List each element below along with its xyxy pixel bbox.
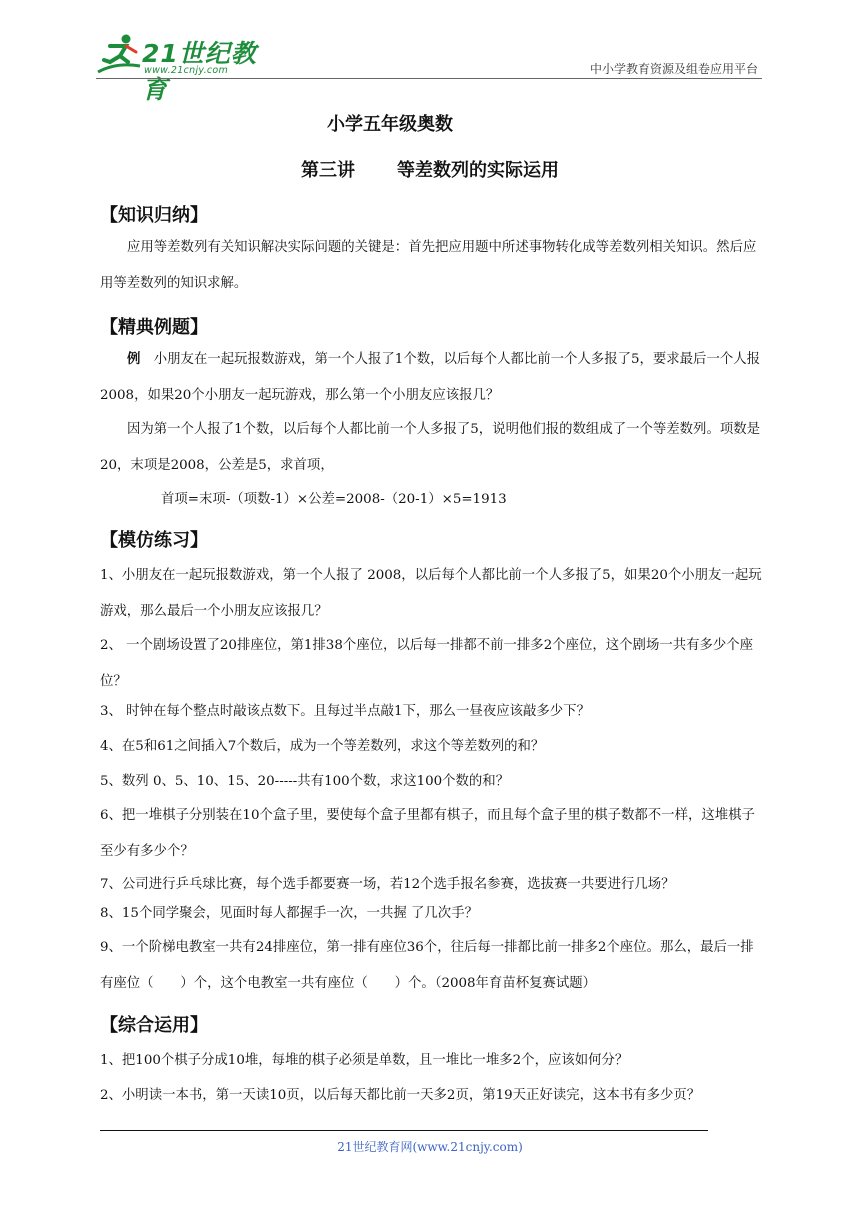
practice-item-2: 2、 一个剧场设置了20排座位，第1排38个座位，以后每一排都不前一排多2个座位，这个剧场一共有多少个座位？ [100,638,754,689]
knowledge-text: 应用等差数列有关知识解决实际问题的关键是：首先把应用题中所述事物转化成等差数列相关知识。然后应用等差数列的知识求解。 [100,240,757,291]
section-heading-comprehensive: 【综合运用】 [100,1015,208,1036]
example-label: 例 [127,352,141,367]
platform-label: 中小学教育资源及组卷应用平台 [589,62,758,76]
logo-title: 21世纪教育 [142,39,257,104]
example-question [100,342,762,414]
example-solution: 因为第一个人报了1个数，以后每个人都比前一个人多报了5，说明他们报的数组成了一个等差数列。项数是20，末项是2008，公差是5，求首项， [100,422,761,473]
comprehensive-item-2: 2、小明读一本书，第一天读10页，以后每天都比前一天多2页，第19天正好读完，这本书有多少页？ [100,1088,701,1103]
practice-item-3: 3、 时钟在每个整点时敲该点数下。且每过半点敲1下，那么一昼夜应该敲多少下？ [100,704,590,719]
page-title: 小学五年级奥数 [327,114,453,135]
practice-item-7: 7、公司进行乒乓球比赛，每个选手都要赛一场，若12个选手报名参赛，选拔赛一共要进行几场？ [100,877,675,892]
footer-text: 21世纪教育网(www.21cnjy.com) [337,1140,523,1154]
practice-item-9: 9、一个阶梯电教室一共有24排座位，第一排有座位36个，往后每一排都比前一排多2个座位。那么，最后一排有座位（ ）个，这个电教室一共有座位（ ）个。（2008年育苗杯复赛试题） [100,940,754,991]
practice-item-5: 5、数列 0、5、10、15、20-----共有100个数，求这100个数的和？ [100,774,510,789]
page-header [96,30,762,104]
lesson-name: 等差数列的实际运用 [397,160,559,181]
runner-logo-icon [96,32,144,78]
example-formula: 首项=末项-（项数-1）×公差=2008-（20-1）×5=1913 [161,492,507,507]
lesson-number: 第三讲 [301,160,355,181]
practice-item-6: 6、把一堆棋子分别装在10个盒子里，要使每个盒子里都有棋子，而且每个盒子里的棋子数都不一样，这堆棋子至少有多少个？ [100,808,755,859]
comprehensive-item-1: 1、把100个棋子分成10堆，每堆的棋子必须是单数，且一堆比一堆多2个，应该如何分？ [100,1053,629,1068]
section-heading-practice: 【模仿练习】 [100,530,208,551]
practice-item-8: 8、15个同学聚会，见面时每人都握手一次，一共握 了几次手？ [100,906,478,921]
header-divider [96,78,762,79]
logo [96,32,266,104]
practice-item-1: 1、小朋友在一起玩报数游戏，第一个人报了 2008，以后每个人都比前一个人多报了5，如果20个小朋友一起玩游戏，那么最后一个小朋友应该报几？ [100,568,762,619]
footer-divider [100,1130,708,1131]
practice-item-4: 4、在5和61之间插入7个数后，成为一个等差数列，求这个等差数列的和？ [100,739,545,754]
logo-url: www.21cnjy.com [144,65,229,76]
lesson-title [0,156,860,182]
example-question-text: 小朋友在一起玩报数游戏，第一个人报了1个数，以后每个人都比前一个人多报了5，要求最后一个人报2008，如果20个小朋友一起玩游戏，那么第一个小朋友应该报几？ [100,352,761,403]
section-heading-knowledge: 【知识归纳】 [100,205,208,226]
section-heading-example: 【精典例题】 [100,317,208,338]
